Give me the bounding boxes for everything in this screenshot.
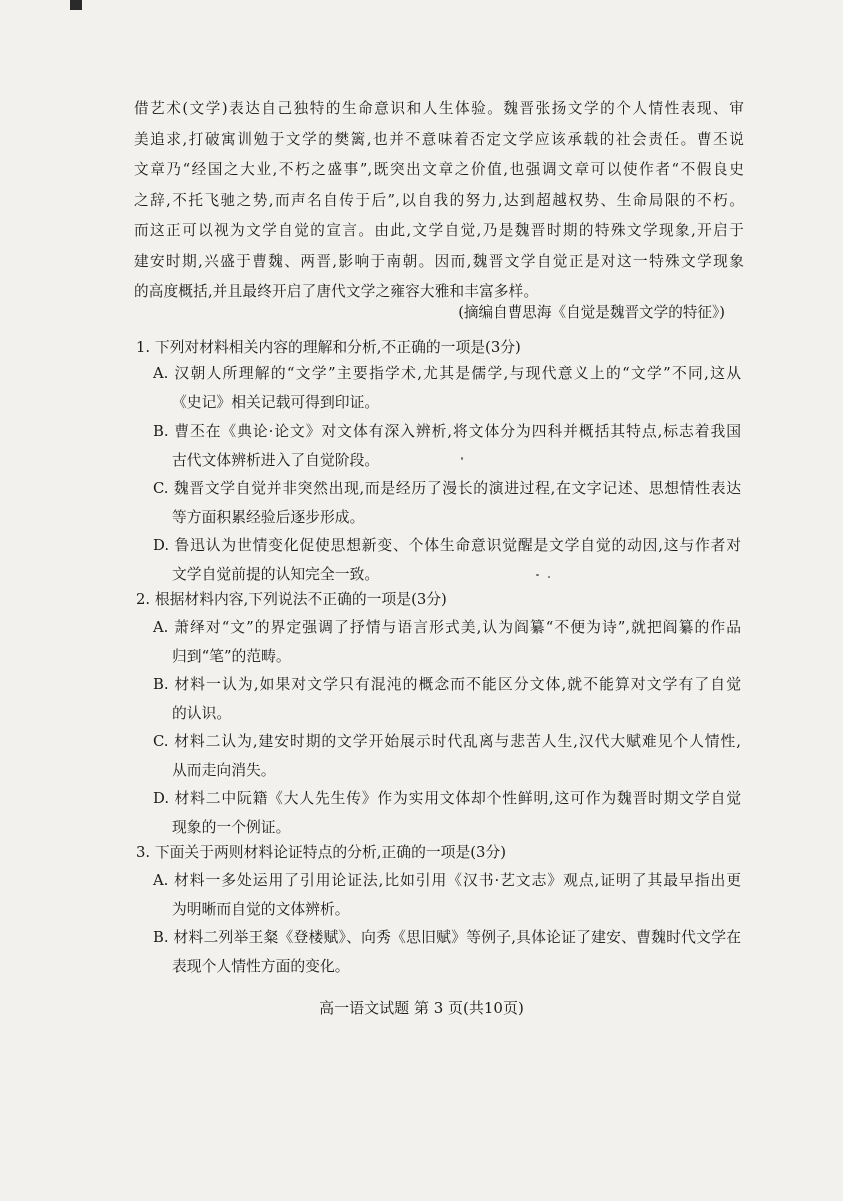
option-line: 为明晰而自觉的文体辨析。 <box>172 901 350 918</box>
question-2-option-c <box>153 727 741 785</box>
reading-passage <box>134 94 744 308</box>
option-line: 文学自觉前提的认知完全一致。 <box>172 566 380 583</box>
question-2-option-a <box>153 613 741 671</box>
option-line: 古代文体辨析进入了自觉阶段。 <box>172 452 380 469</box>
question-3-option-b <box>153 923 741 981</box>
passage-line: 而这正可以视为文学自觉的宣言。由此,文学自觉,乃是魏晋时期的特殊文学现象,开启于 <box>134 222 744 239</box>
option-line: 现象的一个例证。 <box>172 819 291 836</box>
option-line: 归到“笔”的范畴。 <box>172 648 291 665</box>
passage-line: 美追求,打破寓训勉于文学的樊篱,也并不意味着否定文学应该承载的社会责任。曹丕说 <box>134 130 744 148</box>
scan-speck <box>548 576 550 578</box>
question-2-option-d <box>153 784 741 842</box>
option-line: D. 鲁迅认为世情变化促使思想新变、个体生命意识觉醒是文学自觉的动因,这与作者对 <box>153 537 741 554</box>
question-1-option-a <box>153 359 741 417</box>
option-line: A. 汉朝人所理解的“文学”主要指学术,尤其是儒学,与现代意义上的“文学”不同,这从 <box>153 365 741 382</box>
option-line: A. 萧绎对“文”的界定强调了抒情与语言形式美,认为阎纂“不便为诗”,就把阎纂的作品 <box>153 619 741 636</box>
option-line: 表现个人情性方面的变化。 <box>172 958 350 975</box>
passage-source: (摘编自曹思海《自觉是魏晋文学的特征》) <box>458 304 725 321</box>
question-1-option-d <box>153 531 741 589</box>
question-3-stem: 3. 下面关于两则材料论证特点的分析,正确的一项是(3分) <box>136 844 507 861</box>
option-line: 等方面积累经验后逐步形成。 <box>172 509 365 526</box>
scan-speck <box>461 457 463 460</box>
option-line: B. 材料二列举王粲《登楼赋》、向秀《思旧赋》等例子,具体论证了建安、曹魏时代文学在 <box>153 929 741 946</box>
page-footer: 高一语文试题 第 3 页(共10页) <box>319 999 524 1017</box>
option-line: 从而走向消失。 <box>172 762 276 779</box>
question-1-stem: 1. 下列对材料相关内容的理解和分析,不正确的一项是(3分) <box>136 339 521 356</box>
option-line: A. 材料一多处运用了引用论证法,比如引用《汉书·艺文志》观点,证明了其最早指出更 <box>153 872 741 889</box>
question-3-option-a <box>153 866 741 924</box>
option-line: C. 魏晋文学自觉并非突然出现,而是经历了漫长的演进过程,在文字记述、思想情性表达 <box>153 480 741 497</box>
option-line: B. 曹丕在《典论·论文》对文体有深入辨析,将文体分为四科并概括其特点,标志着我国 <box>153 423 741 440</box>
option-line: 《史记》相关记载可得到印证。 <box>172 394 380 411</box>
passage-line: 借艺术(文学)表达自己独特的生命意识和人生体验。魏晋张扬文学的个人情性表现、审 <box>134 100 744 117</box>
question-1-option-b <box>153 417 741 475</box>
option-line: B. 材料一认为,如果对文学只有混沌的概念而不能区分文体,就不能算对文学有了自觉 <box>153 676 741 693</box>
passage-line: 文章乃“经国之大业,不朽之盛事”,既突出文章之价值,也强调文章可以使作者“不假良史 <box>134 161 744 178</box>
option-line: 的认识。 <box>172 705 232 722</box>
scan-corner-mark <box>70 0 82 10</box>
passage-line: 的高度概括,并且最终开启了唐代文学之雍容大雅和丰富多样。 <box>134 283 539 300</box>
option-line: C. 材料二认为,建安时期的文学开始展示时代乱离与悲苦人生,汉代大赋难见个人情性, <box>153 733 741 750</box>
question-2-stem: 2. 根据材料内容,下列说法不正确的一项是(3分) <box>136 591 447 608</box>
passage-line: 之辞,不托飞驰之势,而声名自传于后”,以自我的努力,达到超越权势、生命局限的不朽。 <box>134 191 744 209</box>
option-line: D. 材料二中阮籍《大人先生传》作为实用文体却个性鲜明,这可作为魏晋时期文学自觉 <box>153 790 741 807</box>
question-2-option-b <box>153 670 741 728</box>
question-1-option-c <box>153 474 741 532</box>
scan-speck <box>536 574 539 576</box>
passage-line: 建安时期,兴盛于曹魏、两晋,影响于南朝。因而,魏晋文学自觉正是对这一特殊文学现象 <box>134 252 744 270</box>
